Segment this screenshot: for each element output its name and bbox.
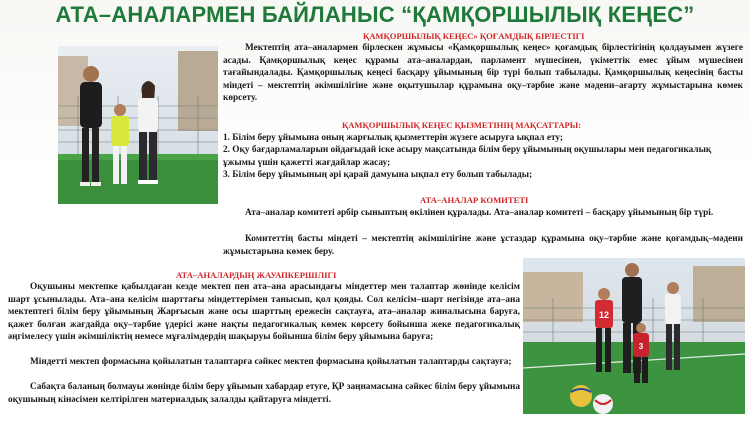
family-photo-top [58, 46, 218, 204]
section2-heading: ҚАМҚОРШЫЛЫҚ КЕҢЕС ҚЫЗМЕТІНІҢ МАҚСАТТАРЫ: [342, 120, 582, 130]
jersey-number: 12 [598, 310, 610, 320]
goal-item: 3. Білім беру ұйымының әрі қарай дамуына ықпал ету болып табылады; [223, 169, 533, 180]
page-title: АТА–АНАЛАРМЕН БАЙЛАНЫС “ҚАМҚОРШЫЛЫҚ КЕҢЕС” [55, 2, 695, 27]
section1-text: Мектептің ата–аналармен бірлескен жұмысы «Қамқоршылық кеңес» қоғамдық бірлестігінің қолдауымен жүзеге асады. Қамқоршылық кеңес құрамы ата–аналардан, парламент мүшесінен, үкіметтік емес ұйым мүшесінен тағайындалады. Қамқоршылық кеңесі басқару ұйымының бір түрі болып табылады. Қамқоршылық кеңесінің басты міндеті – мектептің әкімшілігіне және оқытушылар құрамына оқу–тәрбие және мәдени–ағарту жұмыстарына көмек көрсету. [223, 43, 743, 103]
goal-item: 2. Оқу бағдарламаларын ойдағыдай іске асыру мақсатында білім беру ұйымының оқушылары мен педагогикалық ұжымы үшін қажетті жағдайлар жасау; [223, 145, 712, 168]
family-photo-bottom [523, 258, 745, 414]
section4-paragraph-1: Оқушыны мектепке қабылдаған кезде мектеп пен ата–ана арасындағы міндеттер мен талаптар жөнінде келісім шарт ұсынылады. Ата–ана келісім шарттағы міндеттерімен танысып, қол қояды. Сол келісім–шарт негізінде ата–ана мектептегі білім беру ұйымының Жарғысын және осы шарттың ережесін сақтауға, ата–аналар жиналысына баруға, қажет болған жағдайда оқу–тәрбие үдерісі және нақты педагогикалық көмек көрсету бойынша жеке педагогикалық әңгімелесу үшін әкімшіліктің немесе мұғалімдердің шақыруы бойынша білім беру ұйымына баруға; [8, 282, 520, 342]
section3-paragraph-2: Комитеттің басты міндеті – мектептің әкімшілігіне және ұстаздар құрамына оқу–тәрбие және қоғамдық–мәдени жұмыстарына көмек беру. [223, 234, 743, 257]
section4-heading: АТА–АНАЛАРДЫҢ ЖАУАПКЕРШІЛІГІ [176, 270, 337, 280]
section4-paragraph-3: Сабақта баланың болмауы жөнінде білім беру ұйымын хабардар етуге, ҚР заңнамасына сәйкес білім беру ұйымына оқушының кінәсімен келтірілген материалдық залалды қайтаруға міндетті. [8, 382, 520, 405]
goals-list [223, 132, 743, 181]
section4-paragraph-2: Міндетті мектеп формасына қойылатын талаптарға сәйкес мектеп формасына қойылатын талаптарды сақтауға; [30, 357, 512, 367]
goal-item: 1. Білім беру ұйымына оның жарғылық қызметтерін жүзеге асыруға ықпал ету; [223, 133, 564, 143]
section1-heading: ҚАМҚОРШЫЛЫҚ КЕҢЕС» ҚОҒАМДЫҚ БІРЛЕСТІГІ [363, 31, 585, 41]
section3-heading: АТА–АНАЛАР КОМИТЕТІ [420, 195, 529, 205]
jersey-number: 3 [638, 342, 644, 351]
section3-paragraph-1: Ата–аналар комитеті әрбір сыныптың өкілінен құралады. Ата–аналар комитеті – басқару ұйымының бір түрі. [245, 208, 714, 218]
